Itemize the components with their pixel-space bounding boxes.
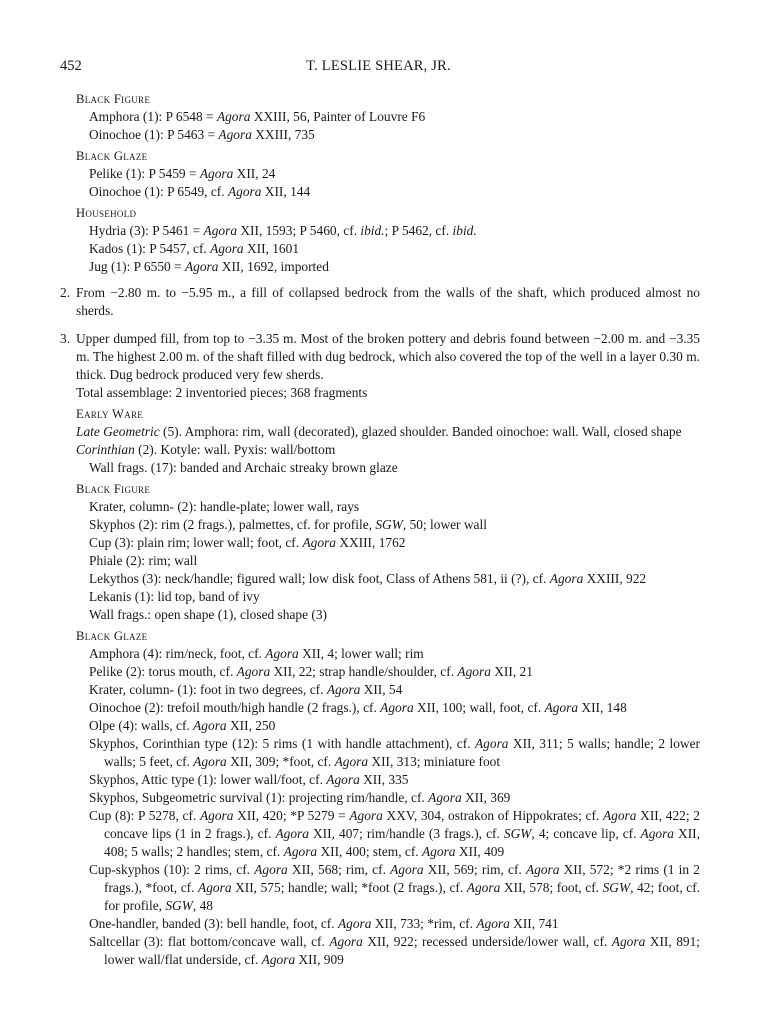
paragraph-number: 2.	[60, 285, 71, 300]
entry-pelike: Pelike (1): P 5459 = Agora XII, 24	[89, 166, 276, 181]
running-header	[0, 58, 757, 78]
entry-skyphos-attic: Skyphos, Attic type (1): lower wall/foot, cf. Agora XII, 335	[89, 772, 409, 787]
page-number: 452	[60, 58, 82, 74]
entry-krater: Krater, column- (1): foot in two degrees, cf. Agora XII, 54	[89, 682, 403, 697]
entry-corinthian: Corinthian (2). Kotyle: wall. Pyxis: wall/bottom	[76, 442, 336, 457]
entry-amphora: Amphora (1): P 6548 = Agora XXIII, 56, Painter of Louvre F6	[89, 109, 426, 124]
section-heading-black-figure: Black Figure	[76, 482, 151, 496]
section-heading-early-ware: Early Ware	[76, 407, 144, 421]
entry-one-handler: One-handler, banded (3): bell handle, foot, cf. Agora XII, 733; *rim, cf. Agora XII, 741	[89, 916, 559, 931]
entry-olpe: Olpe (4): walls, cf. Agora XII, 250	[89, 718, 276, 733]
section-heading-black-figure: Black Figure	[76, 92, 151, 106]
entry-oinochoe: Oinochoe (2): trefoil mouth/high handle (2 frags.), cf. Agora XII, 100; wall, foot, cf. Agora XII, 148	[89, 700, 627, 715]
entry-oinochoe: Oinochoe (1): P 6549, cf. Agora XII, 144	[89, 184, 311, 199]
entry-hydria: Hydria (3): P 5461 = Agora XII, 1593; P 5460, cf. ibid.; P 5462, cf. ibid.	[89, 223, 477, 238]
entry-cup: Cup (3): plain rim; lower wall; foot, cf. Agora XXIII, 1762	[89, 535, 406, 550]
numbered-paragraph-3	[60, 330, 700, 402]
paragraph-text: Upper dumped fill, from top to −3.35 m. Most of the broken pottery and debris found between −2.00 m. and −3.35 m. The highest 2.00 m. of the shaft filled with dug bedrock, which also covered the top of the well in a layer 0.30 m. thick. Dug bedrock produced very few sherds.	[76, 331, 700, 382]
section-heading-household: Household	[76, 206, 137, 220]
entry-skyphos: Skyphos (2): rim (2 frags.), palmettes, cf. for profile, SGW, 50; lower wall	[89, 517, 487, 532]
running-head-title: T. LESLIE SHEAR, JR.	[306, 58, 451, 74]
entry-kados: Kados (1): P 5457, cf. Agora XII, 1601	[89, 241, 300, 256]
entry-wall-frags: Wall frags. (17): banded and Archaic streaky brown glaze	[89, 460, 398, 475]
entry-oinochoe: Oinochoe (1): P 5463 = Agora XXIII, 735	[89, 127, 315, 142]
section-heading-black-glaze: Black Glaze	[76, 149, 148, 163]
entry-skyphos-subgeometric: Skyphos, Subgeometric survival (1): projecting rim/handle, cf. Agora XII, 369	[89, 790, 511, 805]
entry-phiale: Phiale (2): rim; wall	[89, 553, 198, 568]
entry-skyphos-corinthian: Skyphos, Corinthian type (12): 5 rims (1 with handle attachment), cf. Agora XII, 311; 5 walls; handle; 2 lower walls; 5 feet, cf. Agora XII, 309; *foot, cf. Agora XII, 313; miniature foot	[89, 736, 700, 769]
entry-amphora: Amphora (4): rim/neck, foot, cf. Agora XII, 4; lower wall; rim	[89, 646, 424, 661]
entry-jug: Jug (1): P 6550 = Agora XII, 1692, imported	[89, 259, 329, 274]
entry-late-geometric: Late Geometric (5). Amphora: rim, wall (decorated), glazed shoulder. Banded oinochoe: wall. Wall, closed shape	[76, 424, 682, 439]
entry-pelike: Pelike (2): torus mouth, cf. Agora XII, 22; strap handle/shoulder, cf. Agora XII, 21	[89, 664, 533, 679]
entry-wall-frags: Wall frags.: open shape (1), closed shape (3)	[89, 607, 328, 622]
total-assemblage: Total assemblage: 2 inventoried pieces; 368 fragments	[76, 385, 368, 400]
numbered-paragraph-2	[60, 284, 700, 320]
paragraph-text: From −2.80 m. to −5.95 m., a fill of collapsed bedrock from the walls of the shaft, which produced almost no sherds.	[76, 285, 700, 318]
entry-lekythos: Lekythos (3): neck/handle; figured wall; low disk foot, Class of Athens 581, ii (?), cf. Agora XXIII, 922	[89, 571, 647, 586]
entry-saltcellar: Saltcellar (3): flat bottom/concave wall, cf. Agora XII, 922; recessed underside/lower wall, cf. Agora XII, 891; lower wall/flat underside, cf. Agora XII, 909	[89, 934, 701, 967]
entry-cup-skyphos: Cup-skyphos (10): 2 rims, cf. Agora XII, 568; rim, cf. Agora XII, 569; rim, cf. Agora XII, 572; *2 rims (1 in 2 frags.), *foot, cf. Agora XII, 575; handle; wall; *foot (2 frags.), cf. Agora XII, 578; foot, cf. SGW, 42; foot, cf. for profile, SGW, 48	[89, 862, 700, 913]
page-body	[60, 90, 700, 969]
entry-lekanis: Lekanis (1): lid top, band of ivy	[89, 589, 260, 604]
entry-krater: Krater, column- (2): handle-plate; lower wall, rays	[89, 499, 360, 514]
paragraph-number: 3.	[60, 331, 71, 346]
entry-cup: Cup (8): P 5278, cf. Agora XII, 420; *P 5279 = Agora XXV, 304, ostrakon of Hippokrates; cf. Agora XII, 422; 2 concave lips (1 in 2 frags.), cf. Agora XII, 407; rim/handle (3 frags.), cf. SGW, 4; concave lip, cf. Agora XII, 408; 5 walls; 2 handles; stem, cf. Agora XII, 400; stem, cf. Agora XII, 409	[89, 808, 700, 859]
section-heading-black-glaze: Black Glaze	[76, 629, 148, 643]
